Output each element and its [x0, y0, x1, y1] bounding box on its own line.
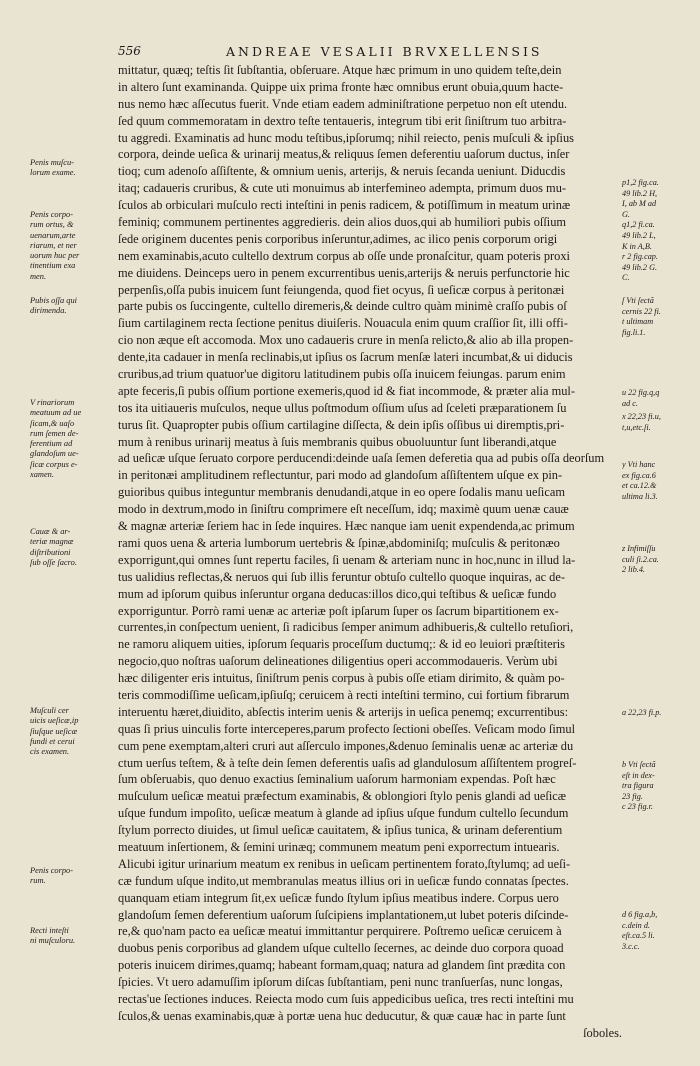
margin-note-line: uicis ueſicæ,ip [30, 716, 79, 726]
margin-note-line: z Infimiſſu [622, 544, 656, 553]
text-line: exporrigunt,qui omnes ſunt repertu faciles, ſi uenam & arteriam nunc in hoc,nunc in illud la- [118, 552, 576, 567]
margin-note-line: et ca.12.& [622, 481, 657, 491]
margin-note-line: culi ſi.2.ca. [622, 554, 659, 564]
text-line: nem examinabis,acuto cultello dextrum corpus ab oſſe unde pronaſcitur, quam poteris proxi [118, 248, 570, 263]
margin-note [30, 706, 116, 757]
text-line: me diuidens. Deinceps uero in penem excurrentibus uenis,arterijs & neruis perfunctorie hic [118, 265, 570, 280]
text-line: ad ueſicæ uſque ſeruato corpore perducendi:deinde uaſa ſemen deferetia qua ad pubis oſſa deorſum [118, 451, 605, 466]
margin-note-line: uorum huc per [30, 251, 80, 261]
text-line: re,& quo'nam pacto ea ueſicæ meatui immittantur perquirere. Poſtremo ueſicæ ceruicem à [118, 924, 562, 939]
margin-note-line: ultima li.3. [622, 491, 658, 501]
margin-note-line: r 2 fig.cap. [622, 252, 658, 262]
text-line: nus nemo hæc aſſecutus fuerit. Vnde etiam eadem adminiſtratione perpetuo non eſt utendu. [118, 96, 568, 111]
text-line: cruribus,ad trium quatuor'ue digitoru latitudinem pubis oſſa inuicem feiungas. parum enim [118, 367, 566, 382]
margin-note-line: I, ab M ad [622, 199, 657, 209]
margin-note [622, 178, 694, 284]
margin-note [30, 398, 116, 480]
margin-note-line: ad c. [622, 398, 638, 408]
text-line: turus ſit. Quapropter pubis oſſium cartilagine diſſecta, & dein ipſis oſſibus ui diremptis,pri- [118, 417, 565, 432]
margin-note-line: ni muſculoru. [30, 936, 76, 946]
text-line: currentes,in conſpectum uenient, ſi radicibus ſemper animum adhibueris,& cultello retuſiori, [118, 620, 574, 635]
margin-note-line: d 6 fig.a,b, [622, 910, 658, 919]
text-line: ſoboles. [583, 1025, 622, 1040]
text-line: ſum obſeruabis, quo denuo exactius ſeminalium uaſorum harmoniam expendas. Poſt hæc [118, 772, 556, 787]
text-line: tu aggredi. Examinatis ad hunc modu teſtibus,ipſorumq; nihil reiecto, penis muſculi & ipſius [118, 130, 574, 145]
text-line: duobus penis corporibus ad glandem uſque cultello ſecernes, ac deinde duo corpora quoad [118, 941, 564, 956]
margin-note-line: tra figura [622, 781, 654, 791]
text-line: tus ualidius reflectas,& neruos qui ſub illis feruntur obtuſo cultello quoque inquiras, ac de- [118, 569, 565, 584]
margin-note-line: teriæ magnæ [30, 537, 74, 547]
margin-note-line: ſicam,& uaſo [30, 418, 75, 428]
margin-note [622, 388, 694, 409]
margin-note-line: men. [30, 271, 47, 281]
text-line: tioq; cum adenoſo aſſiſtente, & omnium uenis, arterijs, & neruis ſecanda ueniunt. Diducdis [118, 164, 566, 179]
margin-note-line: tinentium exa [30, 261, 76, 271]
margin-note-line: ſ Vti ſectã [622, 296, 654, 305]
margin-note-line: p1,2 fig.ca. [622, 178, 659, 187]
text-line: quas ſi prius uinculis forte interceperes,parum profecto ſectioni obeſſes. Veſicam modo ſimul [118, 721, 576, 736]
margin-note-line: c.dein d. [622, 920, 650, 930]
margin-note-line: y Vti hanc [622, 460, 656, 469]
text-line: apte feceris,ſi pubis oſſium portione exemeris,quod id & fiat incommode, & præter alia mul- [118, 383, 575, 398]
margin-note-line: Penis corpo- [30, 210, 74, 219]
margin-note [622, 708, 694, 719]
margin-note [30, 527, 116, 568]
margin-note-line: rum. [30, 876, 46, 886]
margin-note-line: rum ortus, & [30, 220, 74, 230]
text-line: mum à renibus urinarij meatus à ſuis membranis quibus obuoluuntur ſunt liberandi,atque [118, 434, 557, 449]
margin-note-line: dirimenda. [30, 306, 67, 316]
margin-note-line: K in A,B. [622, 241, 652, 251]
text-line: dente,ita cadauer in menſa reclinabis,ut ipſius os ſacrum menſæ lateri incumbat,& ui diducis [118, 350, 573, 365]
margin-note-line: ferentium ad [30, 439, 73, 449]
margin-note-line: ex fig.ca.6 [622, 470, 656, 480]
margin-note-line: a 22,23 fi.p. [622, 708, 662, 717]
margin-note [30, 926, 116, 947]
text-line: rectas'ue ſectiones induces. Reiecta modo cum ſuis appedicibus ueſica, tres recti inteſtini mu [118, 991, 574, 1006]
text-line: feminiq; communem pertinentes aggredieris. dein alios duos,qui ab humiliori pubis oſſium [118, 215, 567, 230]
margin-note-line: 2 lib.4. [622, 565, 645, 575]
margin-note-line: u 22 fig.q,q [622, 388, 660, 397]
margin-note-line: t ultimam [622, 317, 654, 327]
text-line: ſede originem ducentes penis corporibus inſeruntur,adimes, ac ilico penis corporum origi [118, 231, 558, 246]
page-number: 556 [118, 44, 141, 58]
margin-note [622, 296, 694, 338]
margin-note [622, 460, 694, 502]
text-line: teris commodiſſime ueſicam,ipſiuſq; ceruicem à recti inteſtini termino, cui fortium fibrarum [118, 687, 570, 702]
margin-note-line: 49 lib.2 G. [622, 262, 658, 272]
margin-note-line: Cauæ & ar- [30, 527, 71, 536]
text-line: corpora, deinde ueſica & urinarij meatus,& reliquus ſemen deferentiu uaſorum ductus, inſer [118, 147, 570, 162]
margin-note-line: 23 fig. [622, 791, 643, 801]
margin-note [30, 158, 116, 179]
margin-note-line: riarum, et ner [30, 240, 77, 250]
text-line: poteris inuicem dirimes,quamq; habeant formam,quaq; natura ad glandem ſint prædita con [118, 958, 566, 973]
margin-note [622, 760, 694, 813]
text-line: mittatur, quæq; teſtis ſit ſubſtantia, obſeruare. Atque hæc primum in uno quidem teſte,dein [118, 63, 562, 77]
margin-note-line: C. [622, 273, 630, 283]
text-line: ſed quum commemoratam in dextro teſte tentaueris, integrum tibi erit ſiniſtrum tuo arbitra- [118, 113, 567, 128]
margin-note-line: ſub oſſe ſacro. [30, 557, 77, 567]
text-line: rami quos uena & arteria lumborum uertebris & ſpinæ,abdominiſq; muſculis & peritonæo [118, 535, 560, 550]
margin-note-line: V rinariorum [30, 398, 75, 407]
margin-note-line: fundi et cerui [30, 736, 75, 746]
text-line: uſque fundum impoſito, ueſicæ meatum à glande ad ipſius uſque fundum cultello ſecundum [118, 806, 569, 821]
margin-note-line: Penis corpo- [30, 866, 74, 875]
text-line: ctum uerſus teſtem, & à teſte dein ſemen deferentis uaſis ad glandulosum aſſiſtentem progreſ- [118, 755, 577, 770]
margin-note-line: c 23 fig.r. [622, 802, 653, 812]
margin-note [30, 866, 116, 887]
margin-note-line: lorum exame. [30, 168, 76, 178]
text-line: guioribus quibus integuntur membranis denudandi,atque in eo opere ſodalis manu ueſicam [118, 485, 565, 500]
text-line: Alicubi igitur urinarium meatum ex renibus in ueſicam pertinentem forato,ſtylumq; ad ueſi- [118, 856, 571, 871]
main-text-block [118, 62, 622, 1042]
margin-note-line: rum ſemen de- [30, 428, 79, 438]
text-line: meatuum inſertionem, & ſemini urinæq; communem meatum peni exporrectum intuearis. [118, 839, 560, 854]
text-line: in peritonæi amplitudinem reflectuntur, pari modo ad glandoſum aſſiſtentem uſque ex pin- [118, 468, 563, 483]
text-line: hæc diligenter eris intuitus, ſiniſtrum penis corpus à pubis oſſe etiam dirimito, & quàm po- [118, 671, 565, 686]
margin-note-line: diſtributioni [30, 547, 71, 557]
text-line: cum pene exemptam,alteri cruri aut aſſerculo impones,&denuo ſeminalis uenæ ac arteriæ du [118, 738, 574, 753]
text-line: cio non æque eſt accomoda. Mox uno cadaueris crure in menſa relicto,& alio ab illa propen- [118, 333, 574, 348]
text-line: mum ad ipſorum quibus inſeruntur organa deducas:illos dico,qui teſtibus & ueſicæ fundo [118, 586, 557, 601]
margin-note [622, 412, 694, 433]
text-line: glandoſum ſemen deferentium uaſorum ſuſcipiens implantationem,ut lubet poteris diſcinde- [118, 907, 569, 922]
text-line: muſculum ueſicæ meatui præfectum examinabis, & oblongiori ſtylo penis glandi ad ueſicæ [118, 789, 567, 804]
margin-note-line: b Vti ſectã [622, 760, 656, 769]
margin-note-line: Recti inteſti [30, 926, 69, 935]
text-line: exporriguntur. Porrò rami uenæ ac arteriæ poſt ipſarum ſuper os ſacrum bipartitionem ex- [118, 603, 559, 618]
margin-note-line: 3.c.c. [622, 941, 640, 951]
text-line: ſtylum porrecto diuides, ut ſimul ueſicæ cauitatem, & ipſius tunica, & urinam deferentium [118, 823, 563, 838]
text-line: perpenſis,oſſa pubis inuicem ſunt feiungenda, quod fiet ocyus, ſi ueſicæ corpus à peritonæi [118, 282, 565, 297]
margin-note [622, 544, 694, 576]
margin-note-line: 49 lib.2 L, [622, 230, 656, 240]
margin-note-line: eſt in dex- [622, 770, 655, 780]
text-line: interuentu hæret,diuidito, abſectis interim uenis & arterijs in ueſica penemq; excurrentibus: [118, 704, 569, 719]
margin-note-line: q1,2 fi.ca. [622, 220, 655, 230]
text-line: modo in dextrum,modo in ſiniſtru comprimere eſt neceſſum, idq; maximè quum uenæ cauæ [118, 502, 569, 517]
text-line: in altero ſunt examinanda. Quippe uix prima fronte hæc omnibus erunt obuia,quum hacte- [118, 79, 564, 94]
margin-note [622, 910, 694, 952]
text-line: itaq; cadaueris cruribus, & cute uti monuimus ab interfemineo adempta, primum duos mu- [118, 181, 567, 196]
text-line: ſium cartilaginem recta ſectione penitus diuiſeris. Nouacula enim quum craſſior ſit, illi offi- [118, 316, 568, 331]
running-title: ANDREAE VESALII BRVXELLENSIS [226, 44, 543, 59]
text-line: ſculos ab orbiculari muſculo recti inteſtini in penis radicem, & potiſſimum in meatum urinæ [118, 198, 571, 213]
margin-note-line: 49 lib.2 H, [622, 188, 658, 198]
text-line: ſpicies. Vt uero adamuſſim ipſorum diſcas ſubſtantiam, peni nunc tranſuerſas, nunc longas, [118, 975, 563, 990]
text-line: parte pubis os ſuccingente, cultello diremeris,& deinde cultro quàm minimè craſſo pubis oſ [118, 299, 567, 314]
margin-note-line: meatuum ad ue [30, 408, 82, 418]
margin-note-line: eſt.ca.5 li. [622, 931, 655, 941]
margin-note-line: glandoſum ue- [30, 449, 79, 459]
margin-note-line: Penis muſcu- [30, 158, 74, 167]
margin-note [30, 210, 116, 282]
margin-note-line: ſicæ corpus e- [30, 459, 78, 469]
margin-note-line: uenarum,arte [30, 230, 76, 240]
margin-note-line: ſiuſque ueſicæ [30, 726, 78, 736]
margin-note-line: cernis 22 fi. [622, 306, 661, 316]
text-line: ſculos,& uenas examinabis,quæ à portæ uena huc deducutur, & quæ cauæ hac in parte ſunt [118, 1008, 566, 1023]
text-line: tos ita uitiaueris muſculos, neque ullus poſtmodum oſſium uſus ad ſceleti præparationem ſu [118, 400, 567, 415]
text-line: quanquam etiam integrum ſit,ex ueſicæ fundo ſtylum ipſius meatibus indere. Corpus uero [118, 890, 559, 905]
text-line: ne ramoru aliquem uities, ipſorum ſequaris proceſſum ductumq;: & id eo leuiori præſtiteris [118, 637, 566, 652]
margin-note-line: cis examen. [30, 747, 70, 757]
margin-note-line: Pubis oſſa qui [30, 296, 77, 305]
margin-note-line: x 22,23 fi.u, [622, 412, 661, 421]
text-line: negocio,quo noſtras uaſorum delineationes diligentius operi accommodaueris. Verùm ubi [118, 654, 558, 669]
margin-note-line: Muſculi cer [30, 706, 69, 715]
text-line: cæ fundum uſque indito,ut membranulas meatus illius ori in ueſicæ fundo connatas ſpectes. [118, 873, 569, 888]
margin-note-line: xamen. [30, 470, 54, 480]
text-line: & magnæ arteriæ ſeriem hac in ſede inquires. Hæc nanque iam uenit expendenda,ac primum [118, 519, 575, 534]
margin-note [30, 296, 116, 317]
margin-note-line: t,u,etc.ſi. [622, 422, 651, 432]
margin-note-line: G. [622, 209, 630, 219]
margin-note-line: fig.li.1. [622, 327, 646, 337]
